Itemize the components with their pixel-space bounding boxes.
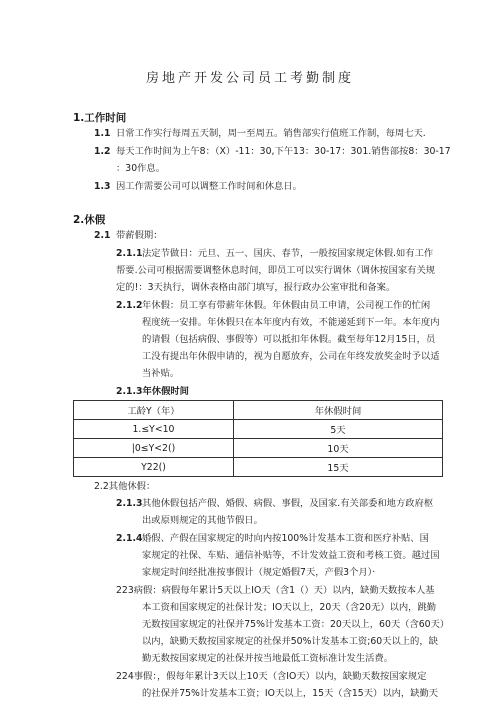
annual-leave-table: [73, 400, 443, 477]
table-cell: 15天: [234, 458, 443, 477]
clause-number: 1.2: [94, 146, 111, 157]
table-header-cell: 工龄Y（年）: [74, 401, 234, 420]
clause-2-1-1: [116, 245, 433, 262]
table-cell: 1.≤Y<10: [74, 420, 234, 439]
clause-number: 2.1.3: [116, 498, 143, 509]
table-row: [74, 420, 443, 439]
clause-2-1-1-line2: 帮要.公司可根据需要调整休息时间，即员工可以实行调休（调休按国家有关规: [116, 265, 436, 276]
clause-223-line5: 勤无数按国家规定的社保并按当地最低工资标准计发生活费。: [142, 653, 394, 664]
table-cell: |0≤Y<2(): [74, 439, 234, 458]
clause-1-3: [94, 178, 302, 195]
clause-text: 每天工作时间为上午8：（X）-11：30,下午13：30-17：301.销售部按8：30-17: [116, 146, 451, 157]
clause-text: 婚假、产假在国家规定的时向内按100%计发基本工资和医疗补贴、国: [142, 533, 429, 544]
clause-2-1-2-line4: 工没有提出年休假申请的，视为自愿放弃，公司在年终发放奖金时予以适: [142, 351, 440, 362]
clause-2-1-4: [116, 530, 429, 547]
clause-number: 1.3: [94, 181, 111, 192]
clause-number: 2.1.4: [116, 533, 143, 544]
clause-text: 法定节做日：元旦、五一、国庆、春节，一般按国家规定休假.如有工作: [142, 248, 434, 259]
clause-1-1: [94, 125, 426, 142]
clause-2-1-2-line5: 当补贴。: [142, 368, 180, 379]
document-title: 房地产开发公司员工考勤制度: [145, 71, 354, 86]
clause-2-2: 2.2其他休假：: [94, 481, 156, 492]
clause-text: 带薪假期：: [116, 230, 163, 241]
clause-2-1-4-line2: 家规定的社保、车贴、通信补贴等，不计发效益工资和考核工资。越过国: [142, 550, 440, 561]
table-cell: 10天: [234, 439, 443, 458]
section-heading-leave: 2.休假: [73, 214, 106, 226]
clause-number: 1.1: [94, 128, 111, 139]
clause-number: 2.1: [94, 230, 111, 241]
clause-224-line2: 的社保并75%计发基本工资；IO天以上，15天（含15天）以内，缺勤天: [142, 688, 439, 699]
clause-number: 2.1.2: [116, 300, 143, 311]
table-row: [74, 458, 443, 477]
clause-number: 2.1.1: [116, 248, 143, 259]
section-heading-work-time: 1.工作时间: [73, 112, 127, 124]
clause-1-2-continued: ：30作息。: [116, 163, 166, 174]
clause-2-1-2: [116, 297, 430, 314]
clause-2-1-3-other-line2: 出或原则规定的其他节假日。: [142, 515, 263, 526]
clause-223-line4: 以内，缺勤天数按国家规定的社保并50%计发基本工资;60天以上的，缺: [142, 636, 438, 647]
clause-2-1-2-line3: 的请假（包括病假、事假等）可以抵扣年休假。截至每年12月15日，员: [142, 334, 436, 345]
table-header-row: [74, 401, 443, 420]
table-caption: 2.1.3年休假时间: [116, 386, 189, 397]
clause-text: 年休假：员工享有带薪年休假。年休假由员工申请，公司视工作的忙闲: [142, 300, 431, 311]
table-row: [74, 439, 443, 458]
table-cell: 5天: [234, 420, 443, 439]
clause-223-line3: 无数按国家规定的社保并75%计发基本工资：20天以上，60天（含60天）: [142, 619, 450, 630]
clause-text: 日常工作实行每周五天制，周一至周五。销售部实行值班工作制，每周七天.: [116, 128, 426, 139]
clause-2-1-2-line2: 程度统一安排。年休假只在本年度内有效，不能递延到下一年。本年度内: [142, 317, 440, 328]
clause-text: 因工作需要公司可以调整工作时间和休息日。: [116, 181, 302, 192]
clause-text: 其他休假包括产假、婚假、病假、事假，及国家.有关部委和地方政府枢: [142, 498, 434, 509]
clause-224-personal-leave: 224事假：，假每年累计3天以上10天（含IO天）以内，缺勤天数按国家规定: [116, 671, 427, 682]
clause-1-2: [94, 143, 451, 160]
table-cell: Y22(): [74, 458, 234, 477]
clause-223-sick-leave: 223病假：病假每年累计5天以上IO天（含1（）天）以内，缺勤天数按本人基: [116, 585, 435, 596]
clause-2-1-4-line3: 家规定时间经批准按事假计（规定婚假7天，产假3个月）·: [142, 567, 376, 578]
clause-2-1: [94, 227, 163, 244]
clause-223-line2: 本工资和国家规定的社保计发；IO天以上，20天（含20无）以内，跳勤: [142, 602, 437, 613]
clause-2-1-3-other: [116, 495, 433, 512]
clause-2-1-1-line3: 定的!：3天执行，调休表格由部门填写，报行政办公室审批和备案。: [116, 282, 396, 293]
table-header-cell: 年休假时间: [234, 401, 443, 420]
